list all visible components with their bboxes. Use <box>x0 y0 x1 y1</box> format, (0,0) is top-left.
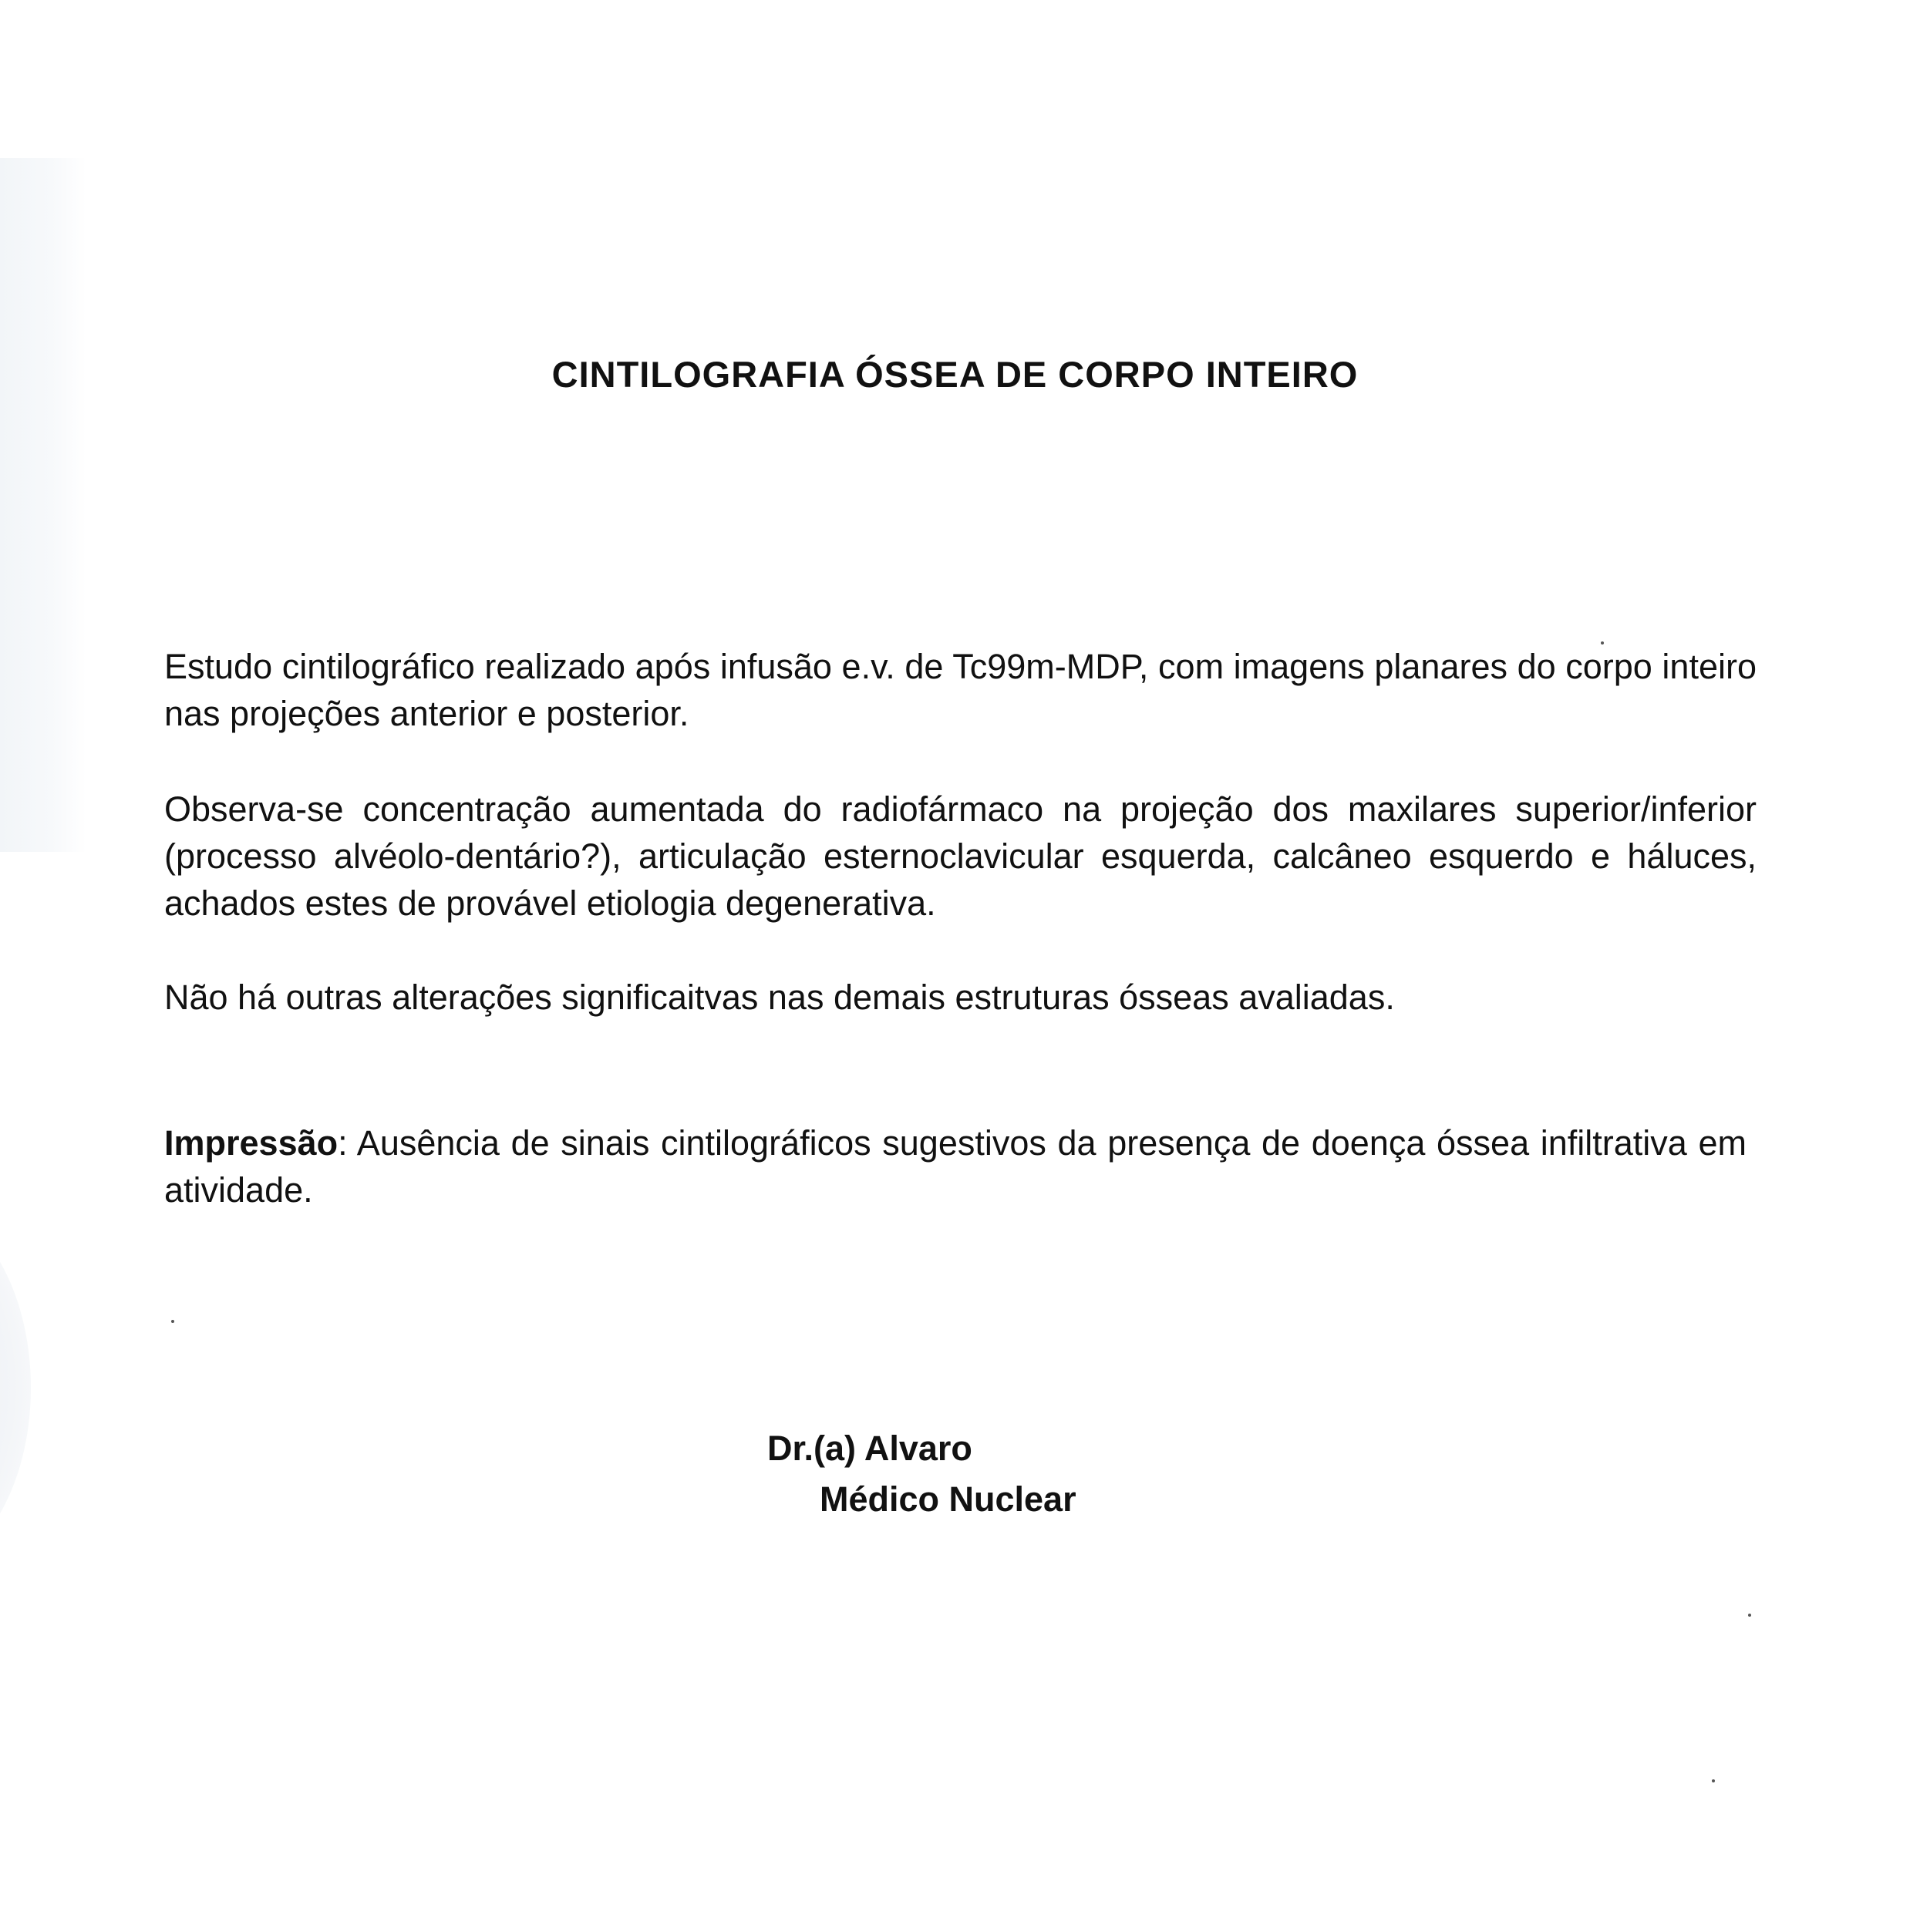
findings-paragraph-no-other-changes: Não há outras alterações significaitvas nas demais estruturas ósseas avaliadas. <box>164 978 1395 1017</box>
findings-paragraph-technique: Estudo cintilográfico realizado após infusão e.v. de Tc99m-MDP, com imagens planares do corpo inteiro nas projeções anterior e posterior. <box>164 647 1757 733</box>
signature-role: Médico Nuclear <box>820 1479 1076 1519</box>
scan-speck <box>171 1320 174 1323</box>
impression-text: : Ausência de sinais cintilográficos sugestivos da presença de doença óssea infiltrativa em atividade. <box>164 1123 1747 1210</box>
report-title: CINTILOGRAFIA ÓSSEA DE CORPO INTEIRO <box>551 354 1359 395</box>
scan-margin <box>0 0 1910 158</box>
impression-label: Impressão <box>164 1123 339 1163</box>
scan-speck <box>1601 641 1604 645</box>
signature-block <box>767 1423 1076 1525</box>
scan-speck <box>1748 1614 1751 1617</box>
scan-edge-shadow <box>0 158 86 852</box>
scan-speck <box>1712 1779 1715 1782</box>
impression-paragraph <box>164 1119 1747 1213</box>
scan-curl-shadow <box>0 1203 31 1573</box>
signature-name: Dr.(a) Alvaro <box>767 1429 972 1468</box>
findings-paragraph-observations: Observa-se concentração aumentada do radiofármaco na projeção dos maxilares superior/inferior (processo alvéolo-dentário?), articulação esternoclavicular esquerda, calcâneo esquerdo e háluces, achados estes de provável etiologia degenerativa. <box>164 789 1757 923</box>
